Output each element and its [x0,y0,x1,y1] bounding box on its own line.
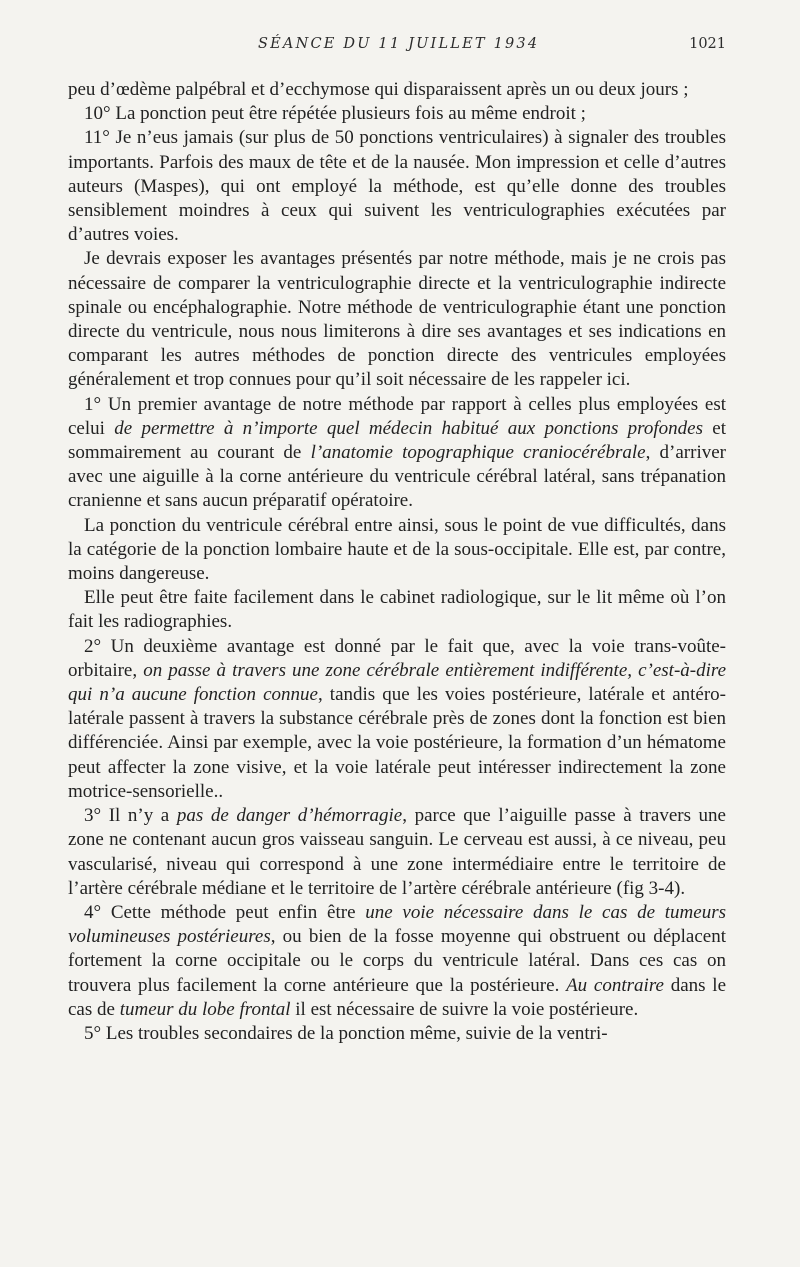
paragraph-10-italic-f: tumeur du lobe frontal [119,998,291,1020]
paragraph-10 [68,901,726,1022]
paragraph-9 [68,804,726,901]
paragraph-9-text-a: 3° Il n’y a [84,805,177,827]
paragraph-8 [68,635,726,804]
paragraph-10-italic-b: une voie nécessaire dans le cas de tumeurs volumineuses postérieures [68,901,727,948]
paragraph-5-text-c: et sommairement au courant de [68,417,726,464]
paragraph-1: peu d’œdème palpébral et d’ecchymose qui disparaissent après un ou deux jours ; [68,79,689,100]
running-title: SÉANCE DU 11 JUILLET 1934 [258,36,540,52]
paragraph-7: Elle peut être faite facilement dans le cabinet radiologique, sur le lit même où l’on fait les radiographies. [68,587,726,633]
paragraph-10-italic-d: Au contraire [566,974,664,996]
paragraph-9-text-c: , parce que l’aiguille passe à travers une zone ne contenant aucun gros vaisseau sanguin. Le cerveau est aussi, à ce niveau, peu vascularisé, niveau qui correspond à une zone intermédiaire entre le territoire de l’artère cérébrale médiane et le territoire de l’artère cérébrale antérieure (fig 3-4). [68,805,726,899]
paragraph-10-text-e: dans le cas de [68,974,726,1020]
page-header [68,36,726,60]
paragraph-5-text-a: 1° Un premier avantage de notre méthode par rapport à celles plus employées est celui [68,393,726,439]
paragraph-8-italic-b: on passe à travers une zone cérébrale entièrement indifférente, c’est-à-dire qui n’a aucune fonction connue [68,659,727,706]
paragraph-4: Je devrais exposer les avantages présentés par notre méthode, mais je ne crois pas nécessaire de comparer la ventriculographie directe et la ventriculographie indirecte spinale ou encéphalographie. Notre méthode de ventriculographie étant une ponction directe du ventricule, nous nous limiterons à dire ses avantages et ses indications en comparant les autres méthodes de ponction directe des ventricules employées généralement et trop connues pour qu’il soit nécessaire de les rappeler ici. [68,248,726,391]
paragraph-10-text-a: 4° Cette méthode peut enfin être [84,901,366,923]
paragraph-3: 11° Je n’eus jamais (sur plus de 50 ponctions ventriculaires) à signaler des troubles importants. Parfois des maux de tête et de la nausée. Mon impression et celle d’autres auteurs (Maspes), qui ont employé la méthode, est qu’elle donne des troubles sensiblement moindres à ceux qui suivent les ventriculographies exécutées par d’autres voies. [68,127,726,246]
paragraph-9-italic-b: pas de danger d’hémorragie [176,805,403,827]
paragraph-8-text-c: , tandis que les voies postérieure, latérale et antéro-latérale passent à travers la substance cérébrale près de zones dont la fonction est bien différenciée. Ainsi par exemple, avec la voie postérieure, la formation d’un hématome peut affecter la zone visive, et la voie latérale peut intéresser indirectement la zone motrice-sensorielle.. [68,684,727,802]
paragraph-8-text-a: 2° Un deuxième avantage est donné par le fait que, avec la voie trans-voûte-orbitaire, [68,635,726,681]
paragraph-5-italic-d: l’anatomie topographique craniocérébrale [310,442,646,464]
paragraph-5 [68,393,726,514]
paragraph-11: 5° Les troubles secondaires de la ponction même, suivie de la ventri- [84,1022,608,1044]
paragraph-5-italic-b: de permettre à n’importe quel médecin habitué aux ponctions profondes [114,417,703,439]
body-text [68,78,726,1046]
paragraph-5-text-e: , d’arriver avec une aiguille à la corne antérieure du ventricule cérébral latéral, sans trépanation cranienne et sans aucun préparatif opératoire. [68,442,726,512]
paragraph-2: 10° La ponction peut être répétée plusieurs fois au même endroit ; [84,103,586,125]
paragraph-10-text-c: , ou bien de la fosse moyenne qui obstruent ou déplacent fortement la corne occipitale ou le corps du ventricule latéral. Dans ces cas on trouvera plus facilement la corne antérieure que la postérieure. [68,926,726,996]
paragraph-6: La ponction du ventricule cérébral entre ainsi, sous le point de vue difficultés, dans la catégorie de la ponction lombaire haute et de la sous-occipitale. Elle est, par contre, moins dangereuse. [68,514,726,585]
paragraph-10-text-g: il est nécessaire de suivre la voie postérieure. [290,998,639,1020]
page-number: 1021 [689,36,726,52]
